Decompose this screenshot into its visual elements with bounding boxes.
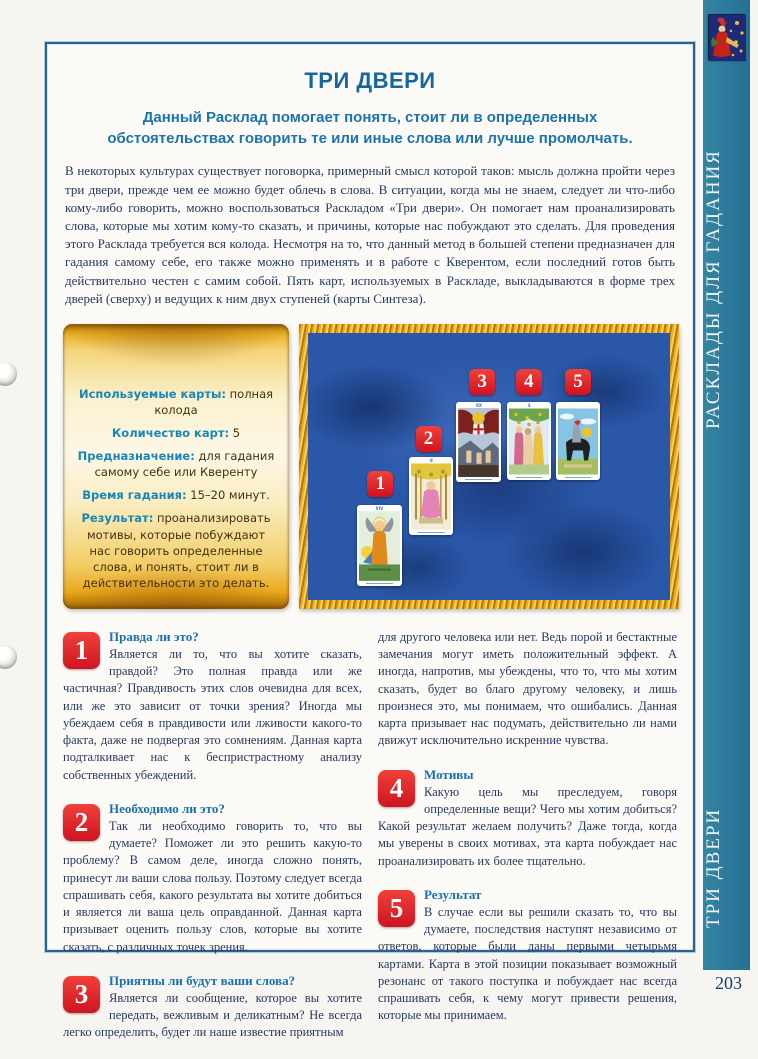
- info-field-label: Используемые карты:: [78, 386, 226, 401]
- card-badge-4: 4: [516, 369, 542, 395]
- card-caption-line: [465, 479, 492, 480]
- tarot-figure-icon: [708, 14, 745, 60]
- info-field: [75, 386, 277, 418]
- info-field-value: полная колода: [154, 386, 274, 417]
- position-badge-3: 3: [63, 976, 100, 1013]
- position-item-3: [63, 973, 362, 1042]
- tarot-card-3: [456, 402, 501, 482]
- tarot-card-2: [409, 457, 453, 535]
- position-heading: Приятны ли будут ваши слова?: [109, 972, 296, 988]
- tarot-card-1: [357, 505, 402, 586]
- card-badge-3: 3: [469, 369, 495, 395]
- info-field-label: Результат:: [81, 511, 154, 526]
- positions-left-column: [63, 629, 362, 1059]
- info-field-label: Предназначение:: [77, 449, 195, 464]
- middle-row: [63, 324, 679, 609]
- position-item-2: [63, 801, 362, 956]
- tarot-card-numeral: XIV: [375, 506, 384, 512]
- info-field-value: проанализировать мотивы, которые побуждают нас говорить определенные слова, и понять, стоит ли в действительности это делать.: [82, 511, 271, 590]
- page-title: ТРИ ДВЕРИ: [304, 68, 436, 93]
- sidebar-section-label: РАСКЛАДЫ ДЛЯ ГАДАНИЯ: [703, 149, 724, 430]
- card-caption-line: [516, 477, 542, 478]
- position-descriptions: [63, 629, 677, 1059]
- position-heading: Результат: [424, 886, 482, 902]
- temperance-card-art: [359, 511, 400, 581]
- binder-hole: [0, 645, 17, 669]
- position-text: Является ли сообщение, которое вы хотите передать, вежливым и деликатным? Не всегда легко определить, будет ли наше известие приятным: [63, 990, 362, 1040]
- card-badge-1: 1: [367, 471, 393, 497]
- position-item-1: [63, 629, 362, 784]
- info-field: [75, 448, 277, 480]
- chapter-sidebar: [703, 0, 750, 970]
- info-field-value: 15–20 минут.: [186, 488, 270, 503]
- card-caption-line: [418, 532, 444, 533]
- position-badge-2: 2: [63, 804, 100, 841]
- info-field: [75, 510, 277, 590]
- info-field: [75, 487, 277, 503]
- positions-right-column: [378, 629, 677, 1059]
- page-number: 203: [715, 973, 742, 993]
- info-field: [75, 425, 277, 441]
- eight-card-art: [411, 463, 451, 530]
- intro-paragraph: В некоторых культурах существует поговорка, примерный смысл которой таков: мысль должна пройти через три двери, прежде чем ее можно будет облечь в слова. В ситуации, когда мы не знаем, следует ли что-либо кому-либо говорить, можно воспользоваться Раскладом «Три двери». Он помогает нам проанализировать слова, которые мы хотим кому-то сказать, и причины, которые нас побуждают это сделать. Для проведения этого Расклада требуется вся колода. Несмотря на то, что данный метод в большей степени предназначен для гадания самому себе, его также можно применять и в работе с Кверентом, если последний готов быть действительно честен с самим собой. Пять карт, используемых в Раскладе, выкладываются в форме трех дверей (сверху) и ведущих к ним двух ступеней (карты Синтеза).: [65, 163, 675, 306]
- position-text: Какую цель мы преследуем, говоря определенные вещи? Чего мы хотим добиться? Какой результат желаем получить? Даже тогда, когда мы уверены в своих мотивах, эта карта побуждает нас проанализировать их более тщательно.: [378, 784, 677, 868]
- card-badge-5: 5: [565, 369, 591, 395]
- position-badge-4: 4: [378, 770, 415, 807]
- info-field-value: 5: [229, 426, 241, 441]
- star-figure-art: [709, 15, 746, 61]
- knight-card-art: [558, 408, 598, 475]
- position-item-4: [378, 767, 677, 870]
- info-field-label: Время гадания:: [82, 488, 187, 503]
- binder-hole: [0, 362, 17, 386]
- position-item-5: [378, 887, 677, 1025]
- tarot-card-4: [507, 402, 551, 480]
- judgement-card-art: [458, 408, 499, 477]
- tarot-card-numeral: 3: [527, 403, 531, 409]
- position-text: Является ли то, что вы хотите сказать, правдой? Это полная правда или же частичная? Правдивость этих слов очевидна для всех, или же это зависит от точки зрения? Иногда мы убеждаем себя в правдивости или лживости какого-то факта, даже не подвергая это сомнениям. Данная карта подталкивает нас к беспристрастному анализу собственных убеждений.: [63, 646, 362, 782]
- page-content-frame: [45, 42, 695, 1040]
- spread-info-card: [63, 324, 289, 609]
- tarot-card-numeral: XX: [475, 403, 482, 409]
- tarot-card-5: [556, 402, 600, 480]
- position-text: Так ли необходимо говорить то, что вы думаете? Поможет ли это решить какую-то проблему? В самом деле, иногда сложно понять, принесут ли ваши слова пользу. Поэтому следует всегда спрашивать себя, какого результата вы хотите добиться и является ли ваша цель оправданной. Данная карта призывает оценить пользу слов, которые вы хотите сказать, с различных точек зрения.: [63, 818, 362, 954]
- page-subtitle: Данный Расклад помогает понять, стоит ли в определенных обстоятельствах говорить те или иные слова или лучше промолчать.: [107, 109, 633, 147]
- position-badge-5: 5: [378, 890, 415, 927]
- info-field-value: для гадания самому себе или Кверенту: [94, 449, 275, 480]
- position-3-continuation: для другого человека или нет. Ведь порой и бестактные замечания могут иметь положительный эффект. А иногда, напротив, мы убеждены, что то, что мы хотим сказать, будет во благо другому человеку, и лишь произнеся это, мы понимаем, что ошибались. Данная карта призывает нас подумать, действительно ли нами движут исключительно искренние чувства.: [378, 629, 677, 748]
- info-field-label: Количество карт:: [111, 426, 230, 441]
- tarot-card-numeral: 8: [429, 458, 433, 464]
- position-heading: Необходимо ли это?: [109, 800, 225, 816]
- card-caption-line: [366, 583, 393, 584]
- card-caption-line: [565, 477, 591, 478]
- position-heading: Правда ли это?: [109, 628, 199, 644]
- position-badge-1: 1: [63, 632, 100, 669]
- sidebar-chapter-label: ТРИ ДВЕРИ: [703, 807, 724, 929]
- position-heading: Мотивы: [424, 766, 474, 782]
- three-of-cups-card-art: [509, 408, 549, 475]
- blue-cloth: [308, 333, 670, 600]
- spread-photo: [299, 324, 679, 609]
- card-badge-2: 2: [416, 426, 442, 452]
- position-text: В случае если вы решили сказать то, что вы думаете, последствия наступят независимо от ответов, которые были даны первыми четырьмя картами. Карта в этой позиции показывает возможный резонанс от такого поступка и побуждает нас всегда спрашивать себя, к чему могут привести решения, которые мы принимаем.: [378, 904, 677, 1023]
